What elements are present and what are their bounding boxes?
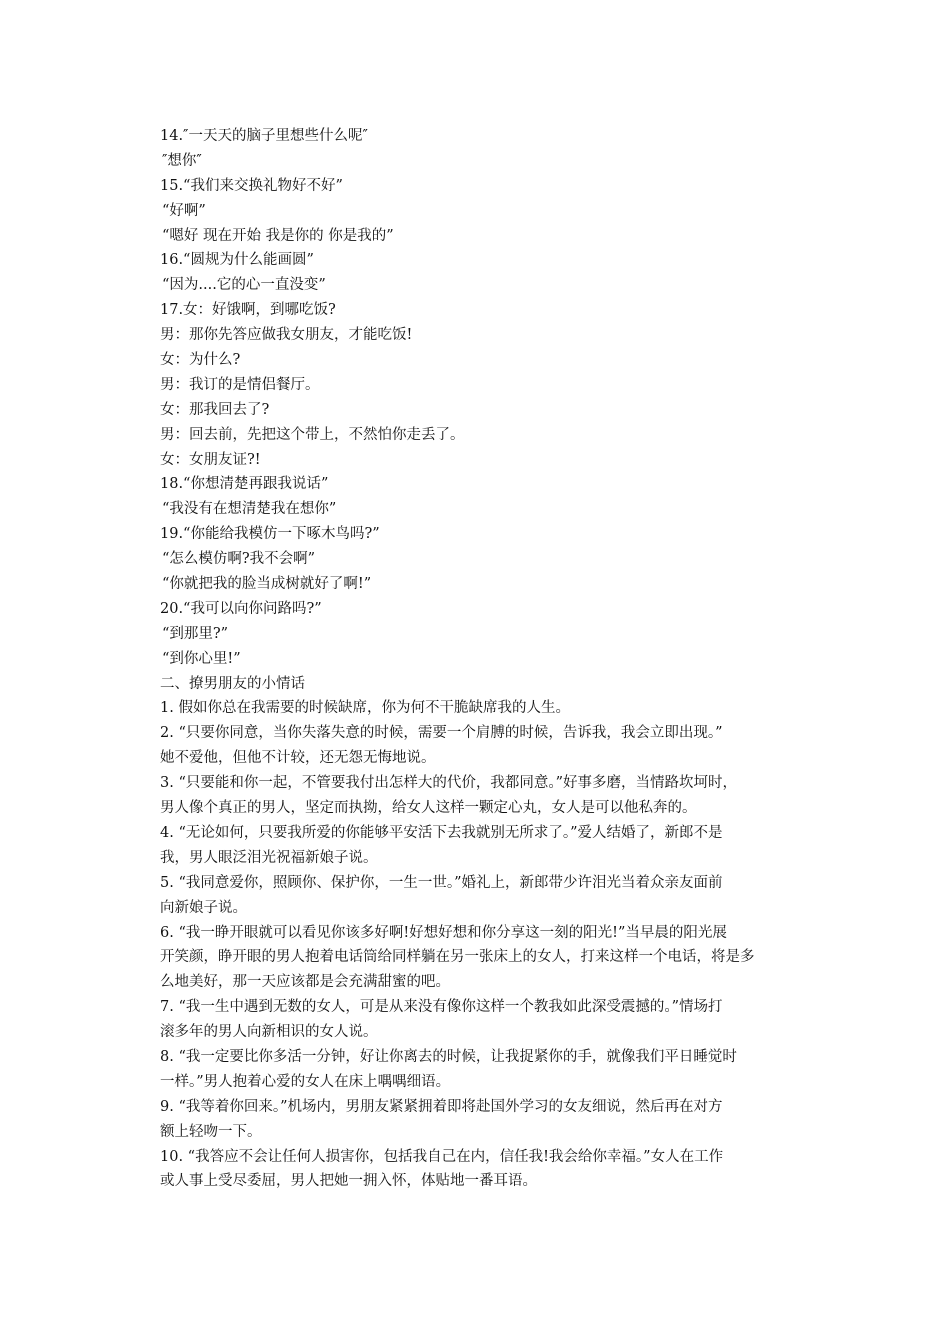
text-line: 15.“我们来交换礼物好不好” [160,177,343,194]
text-line: 开笑颜，睁开眼的男人抱着电话筒给同样躺在另一张床上的女人，打来这样一个电话，将是多 [160,949,755,966]
text-line: 8. “我一定要比你多活一分钟，好让你离去的时候，让我捉紧你的手，就像我们平日睡觉时 [160,1048,737,1065]
text-line: 男：那你先答应做我女朋友，才能吃饭! [160,327,413,344]
text-line: 她不爱他，但他不计较，还无怨无悔地说。 [160,750,436,767]
text-line: 滚多年的男人向新相识的女人说。 [160,1024,378,1041]
text-line: 我，男人眼泛泪光祝福新娘子说。 [160,849,378,866]
text-line: 女：那我回去了? [160,401,270,418]
text-line: “怎么模仿啊?我不会啊” [162,551,316,568]
section-heading: 二、撩男朋友的小情话 [160,675,305,692]
text-line: 18.“你想清楚再跟我说话” [160,476,329,493]
text-line: 19.“你能给我模仿一下啄木鸟吗?” [160,526,380,543]
text-line: 么地美好，那一天应该都是会充满甜蜜的吧。 [160,974,450,991]
text-line: “你就把我的脸当成树就好了啊!” [162,576,372,593]
text-line: “嗯好 现在开始 我是你的 你是我的” [162,227,394,244]
text-line: 10. “我答应不会让任何人损害你，包括我自己在内，信任我!我会给你幸福。”女人在工作 [160,1148,724,1165]
text-line: 男人像个真正的男人，坚定而执拗，给女人这样一颗定心丸，女人是可以他私奔的。 [160,800,697,817]
text-line: 6. “我一睁开眼就可以看见你该多好啊!好想好想和你分享这一刻的阳光!”当早晨的阳光展 [160,924,727,941]
text-line: 1. 假如你总在我需要的时候缺席，你为何不干脆缺席我的人生。 [160,700,570,717]
text-line: 或人事上受尽委屈，男人把她一拥入怀，体贴地一番耳语。 [160,1173,537,1190]
text-line: “到你心里!” [162,650,241,667]
text-line: “因为....它的心一直没变” [162,277,326,294]
text-line: “到那里?” [162,625,229,642]
text-line: 16.“圆规为什么能画圆” [160,252,314,269]
text-line: 4. “无论如何，只要我所爱的你能够平安活下去我就别无所求了。”爱人结婚了，新郎不是 [160,824,723,841]
text-line: 男：我订的是情侣餐厅。 [160,376,320,393]
text-line: 一样。”男人抱着心爱的女人在床上喁喁细语。 [160,1073,451,1090]
text-line: 2. “只要你同意，当你失落失意的时候，需要一个肩膊的时候，告诉我，我会立即出现。” [160,725,723,742]
text-line: 男：回去前，先把这个带上，不然怕你走丢了。 [160,426,465,443]
text-line: 女：为什么? [160,352,241,369]
text-line: 3. “只要能和你一起，不管要我付出怎样大的代价，我都同意。”好事多磨，当情路坎坷时， [160,775,738,792]
document-body [160,124,820,1194]
text-line: 17.女：好饿啊，到哪吃饭? [160,302,336,319]
text-line: 14.″一天天的脑子里想些什么呢″ [160,128,368,144]
text-line: ″想你″ [162,152,202,169]
text-line: 20.“我可以向你问路吗?” [160,600,322,617]
text-line: 额上轻吻一下。 [160,1123,262,1140]
text-line: “我没有在想清楚我在想你” [162,501,337,518]
text-line: “好啊” [162,202,206,219]
text-line: 向新娘子说。 [160,899,247,916]
text-line: 7. “我一生中遇到无数的女人，可是从来没有像你这样一个教我如此深受震撼的。”情场打 [160,999,723,1016]
text-line: 女：女朋友证?! [160,451,261,468]
text-line: 9. “我等着你回来。”机场内，男朋友紧紧拥着即将赴国外学习的女友细说，然后再在对方 [160,1098,723,1115]
text-line: 5. “我同意爱你，照顾你、保护你，一生一世。”婚礼上，新郎带少许泪光当着众亲友面前 [160,874,723,891]
